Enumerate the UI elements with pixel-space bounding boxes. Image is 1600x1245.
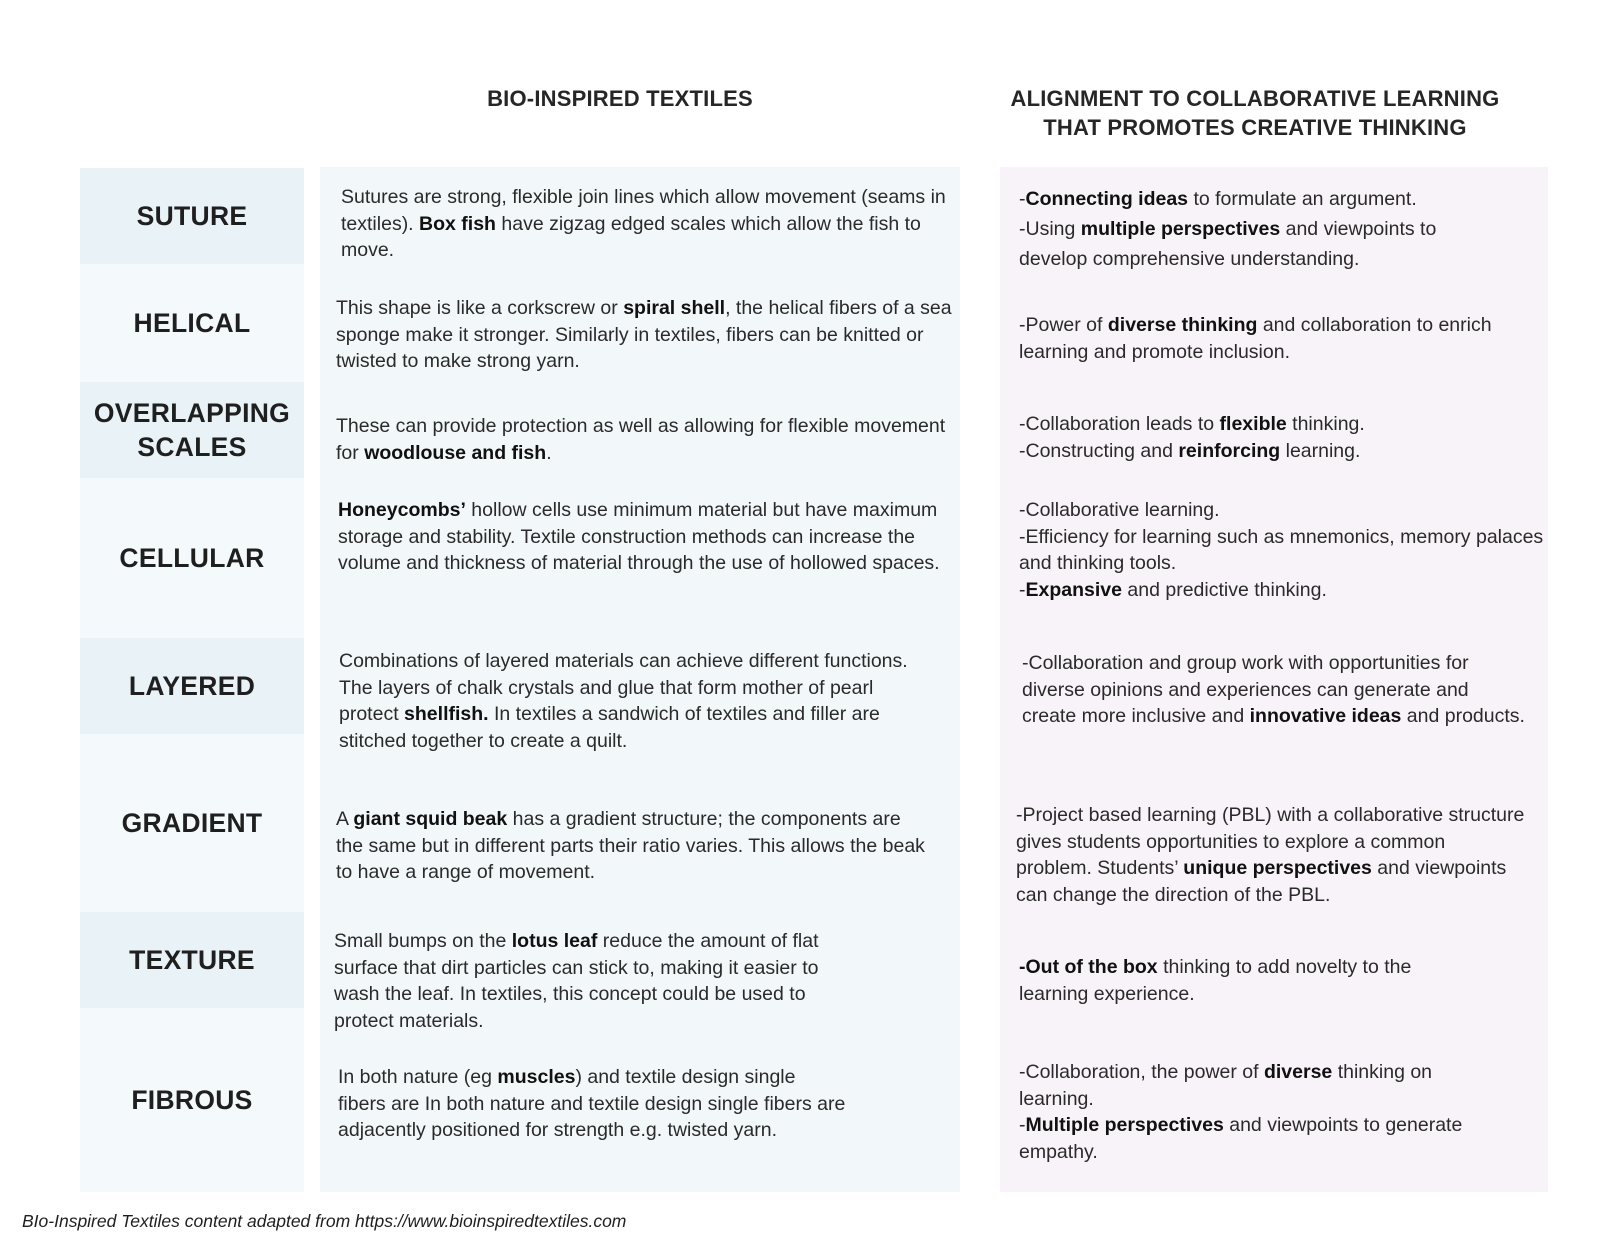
row-label-fibrous: FIBROUS [80, 1008, 304, 1192]
row-label-overlapping-scales: OVERLAPPING SCALES [80, 382, 304, 478]
row-alignment-helical: -Power of diverse thinking and collaboration to enrich learning and promote inclusion. [1019, 314, 1492, 363]
left-column-heading: BIO-INSPIRED TEXTILES [487, 86, 753, 111]
row-alignment-texture: -Out of the box thinking to add novelty to the learning experience. [1019, 956, 1412, 1005]
row-alignment-overlapping-scales: -Collaboration leads to flexible thinking. -Constructing and reinforcing learning. [1019, 413, 1365, 462]
row-label-helical: HELICAL [80, 264, 304, 382]
row-description-suture: Sutures are strong, flexible join lines which allow movement (seams in textiles). Box fish have zigzag edged scales which allow the fish to move. [341, 186, 946, 261]
row-description-gradient: A giant squid beak has a gradient structure; the components are the same but in different parts their ratio varies. This allows the beak to have a range of movement. [336, 808, 925, 883]
source-credit: BIo-Inspired Textiles content adapted from https://www.bioinspiredtextiles.com [22, 1211, 627, 1231]
right-column-heading: ALIGNMENT TO COLLABORATIVE LEARNING THAT PROMOTES CREATIVE THINKING [1010, 86, 1500, 140]
row-alignment-layered: -Collaboration and group work with opportunities for diverse opinions and experiences can generate and create more inclusive and innovative ideas and products. [1022, 652, 1525, 727]
row-label-texture: TEXTURE [80, 912, 304, 1008]
row-alignment-cellular: -Collaborative learning. -Efficiency for learning such as mnemonics, memory palaces and thinking tools. -Expansive and predictive thinking. [1019, 499, 1544, 601]
row-alignment-gradient: -Project based learning (PBL) with a collaborative structure gives students opportunities to explore a common problem. Students’ unique perspectives and viewpoints can change the direction of the PBL. [1016, 804, 1525, 906]
row-description-layered: Combinations of layered materials can achieve different functions. The layers of chalk crystals and glue that form mother of pearl protect shellfish. In textiles a sandwich of textiles and filler are stitched together to create a quilt. [339, 650, 908, 752]
row-description-cellular: Honeycombs’ hollow cells use minimum material but have maximum storage and stability. Textile construction methods can increase the volume and thickness of material through the use of hollowed spaces. [338, 499, 940, 574]
row-alignment-fibrous: -Collaboration, the power of diverse thinking on learning. -Multiple perspectives and viewpoints to generate empathy. [1019, 1061, 1463, 1163]
row-description-helical: This shape is like a corkscrew or spiral shell, the helical fibers of a sea sponge make it stronger. Similarly in textiles, fibers can be knitted or twisted to make strong yarn. [336, 297, 952, 372]
row-label-layered: LAYERED [80, 638, 304, 734]
row-label-gradient: GRADIENT [80, 734, 304, 912]
row-description-fibrous: In both nature (eg muscles) and textile design single fibers are In both nature and textile design single fibers are adjacently positioned for strength e.g. twisted yarn. [338, 1066, 846, 1141]
row-description-texture: Small bumps on the lotus leaf reduce the amount of flat surface that dirt particles can stick to, making it easier to wash the leaf. In textiles, this concept could be used to protect materials. [334, 930, 819, 1032]
row-label-suture: SUTURE [80, 168, 304, 264]
row-label-cellular: CELLULAR [80, 478, 304, 638]
row-description-overlapping-scales: These can provide protection as well as allowing for flexible movement for woodlouse and fish. [336, 415, 946, 464]
row-alignment-suture: -Connecting ideas to formulate an argument. -Using multiple perspectives and viewpoints to develop comprehensive understanding. [1019, 188, 1437, 270]
